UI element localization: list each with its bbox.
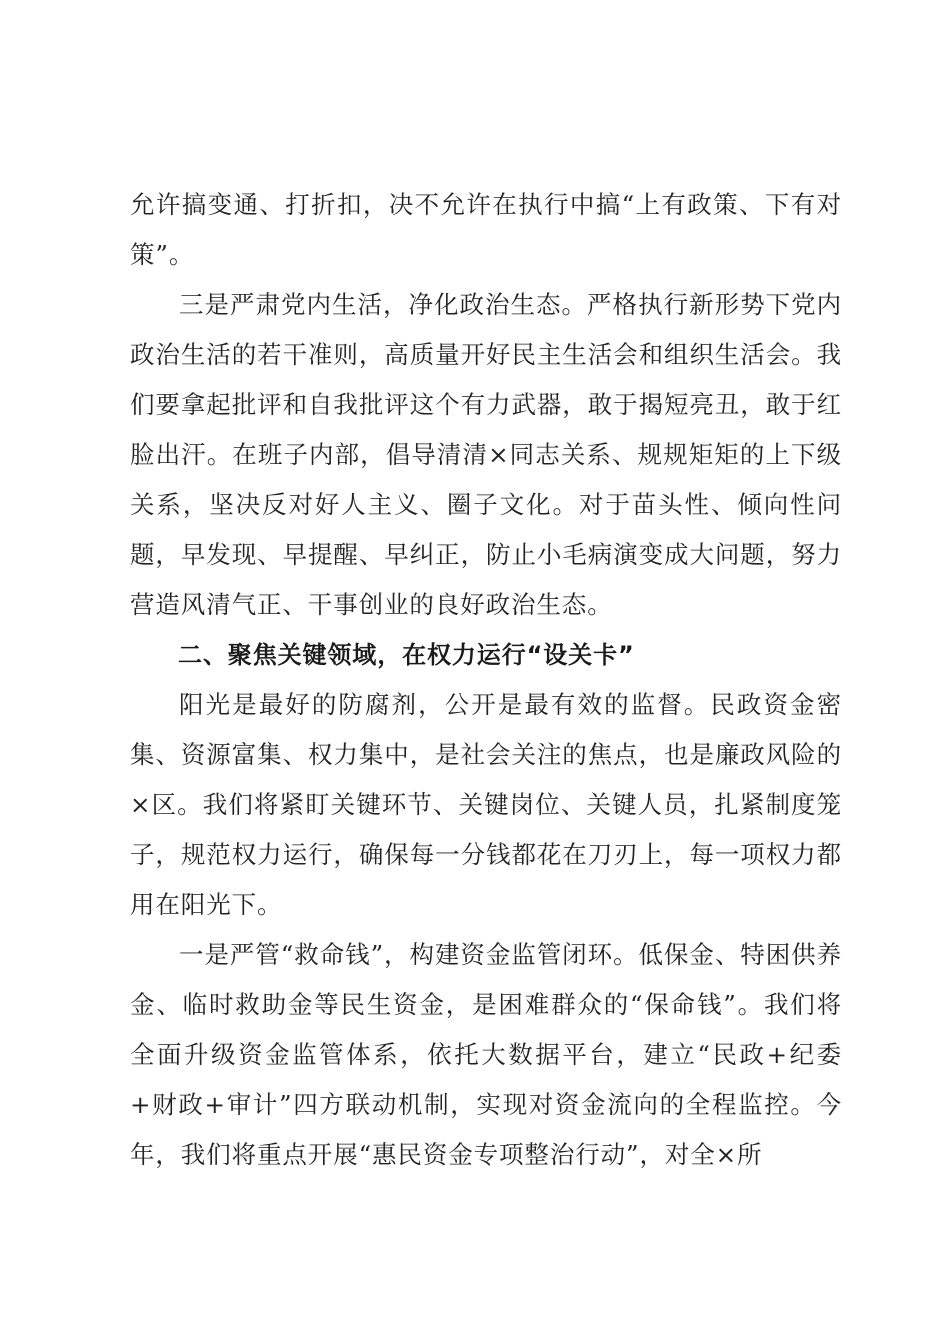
paragraph-continued: 允许搞变通、打折扣，决不允许在执行中搞“上有政策、下有对策”。	[130, 190, 842, 269]
document-body	[130, 180, 842, 1180]
section-heading: 二、聚焦关键领域，在权力运行“设关卡”	[178, 641, 635, 669]
paragraph-strict-party-life: 三是严肃党内生活，净化政治生态。严格执行新形势下党内政治生活的若干准则，高质量开好民主生活会和组织生活会。我们要拿起批评和自我批评这个有力武器，敢于揭短亮丑，敢于红脸出汗。在班子内部，倡导清清×同志关系、规规矩矩的上下级关系，坚决反对好人主义、圈子文化。对于苗头性、倾向性问题，早发现、早提醒、早纠正，防止小毛病演变成大问题，努力营造风清气正、干事创业的良好政治生态。	[130, 290, 842, 619]
paragraph-sunlight: 阳光是最好的防腐剂，公开是最有效的监督。民政资金密集、资源富集、权力集中，是社会关注的焦点，也是廉政风险的×区。我们将紧盯关键环节、关键岗位、关键人员，扎紧制度笼子，规范权力运行，确保每一分钱都花在刀刃上，每一项权力都用在阳光下。	[130, 690, 842, 919]
paragraph-fund-supervision: 一是严管“救命钱”，构建资金监管闭环。低保金、特困供养金、临时救助金等民生资金，是困难群众的“保命钱”。我们将全面升级资金监管体系，依托大数据平台，建立“民政+纪委+财政+审计”四方联动机制，实现对资金流向的全程监控。今年，我们将重点开展“惠民资金专项整治行动”，对全×所	[130, 940, 842, 1169]
